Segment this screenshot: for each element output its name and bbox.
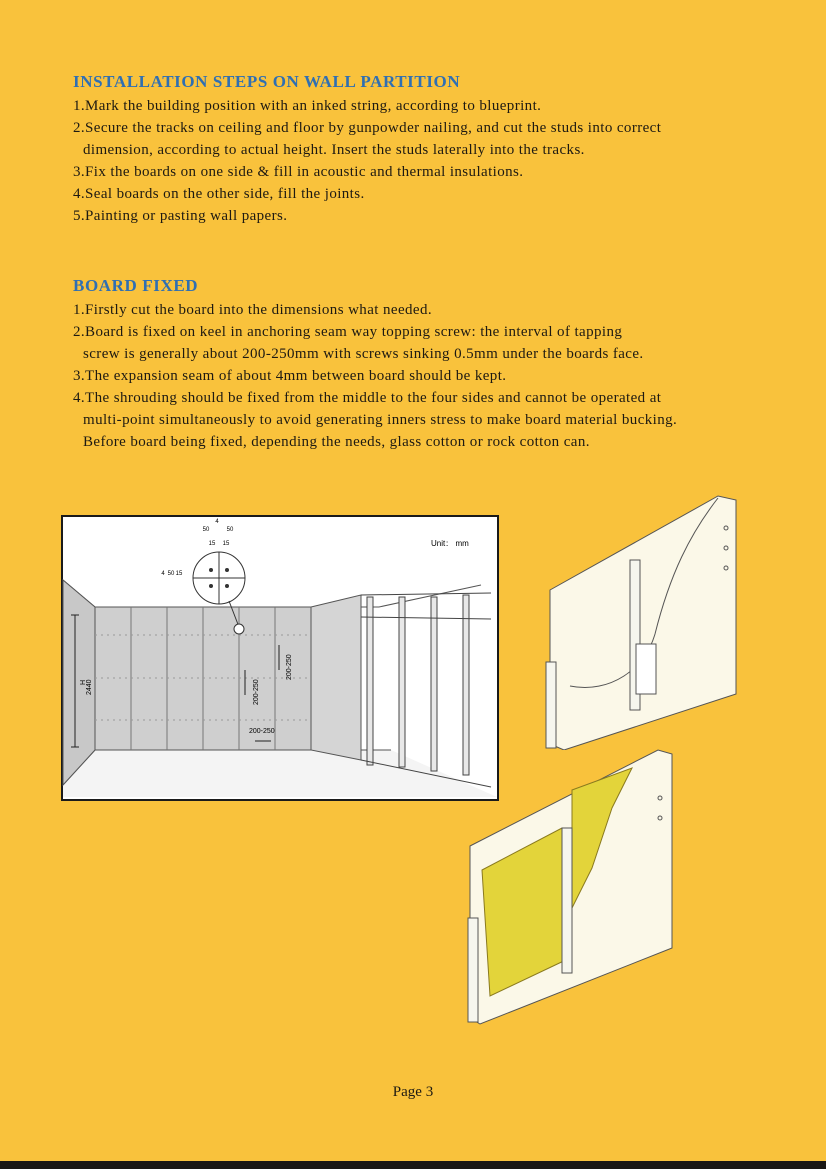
- screw-dot: [209, 584, 213, 588]
- dim-label: 200-250: [253, 679, 260, 705]
- list-item: 1.Firstly cut the board into the dimensions what needed.: [73, 302, 433, 318]
- list-item: 3.Fix the boards on one side & fill in acoustic and thermal insulations.: [73, 164, 524, 180]
- list-item: 5.Painting or pasting wall papers.: [73, 208, 288, 224]
- insulation-gap: [636, 644, 656, 694]
- page-number: Page 3: [392, 1084, 434, 1100]
- unit-label: Unit： mm: [431, 539, 469, 548]
- insulation-illustration: [462, 748, 676, 1030]
- track: [546, 662, 556, 748]
- screw-dot: [225, 584, 229, 588]
- list-item: 2.Board is fixed on keel in anchoring seam way topping screw: the interval of tapping screw is generally about 200-250mm with screws sinking 0.5mm under the boards face.: [73, 324, 644, 362]
- section-heading-installation-steps: INSTALLATION STEPS ON WALL PARTITION: [73, 72, 461, 91]
- detail-target: [234, 624, 244, 634]
- screw-dot: [225, 568, 229, 572]
- board-panel: [550, 496, 736, 750]
- board-fixed-steps-list: [73, 299, 677, 453]
- bottom-strip: [0, 1161, 826, 1169]
- dim-label: 200-250: [286, 654, 293, 680]
- dim-label: 4: [161, 571, 165, 577]
- board-stud-illustration: [540, 494, 740, 750]
- screw-dot: [209, 568, 213, 572]
- dim-label: 50: [226, 527, 234, 533]
- dim-label: 4: [215, 519, 219, 525]
- dim-label: 200-250: [249, 728, 275, 735]
- section-heading-board-fixed: BOARD FIXED: [73, 276, 199, 295]
- list-item: 3.The expansion seam of about 4mm between board should be kept.: [73, 368, 507, 384]
- stud: [562, 828, 572, 973]
- dim-label: 50: [167, 571, 175, 577]
- room-partition-diagram: [61, 515, 499, 801]
- list-item: 1.Mark the building position with an inked string, according to blueprint.: [73, 98, 542, 114]
- dim-label: 15: [208, 541, 216, 547]
- dim-label: 15: [175, 571, 183, 577]
- list-item: 4.Seal boards on the other side, fill the joints.: [73, 186, 365, 202]
- dim-label: 2440: [86, 679, 93, 695]
- track: [468, 918, 478, 1022]
- right-wall-boards: [311, 595, 361, 760]
- installation-steps-list: [73, 95, 661, 227]
- dim-label: H: [80, 679, 87, 685]
- list-item: 4.The shrouding should be fixed from the middle to the four sides and cannot be operated at multi-point simultaneously to avoid generating inners stress to make board material bucking. Before board being fixed, depending the needs, glass cotton or rock cotton can.: [73, 390, 678, 450]
- dim-label: 15: [222, 541, 230, 547]
- dim-label: 50: [202, 527, 210, 533]
- list-item: 2.Secure the tracks on ceiling and floor by gunpowder nailing, and cut the studs into correct dimension, according to actual height. Insert the studs laterally into the tracks.: [73, 120, 662, 158]
